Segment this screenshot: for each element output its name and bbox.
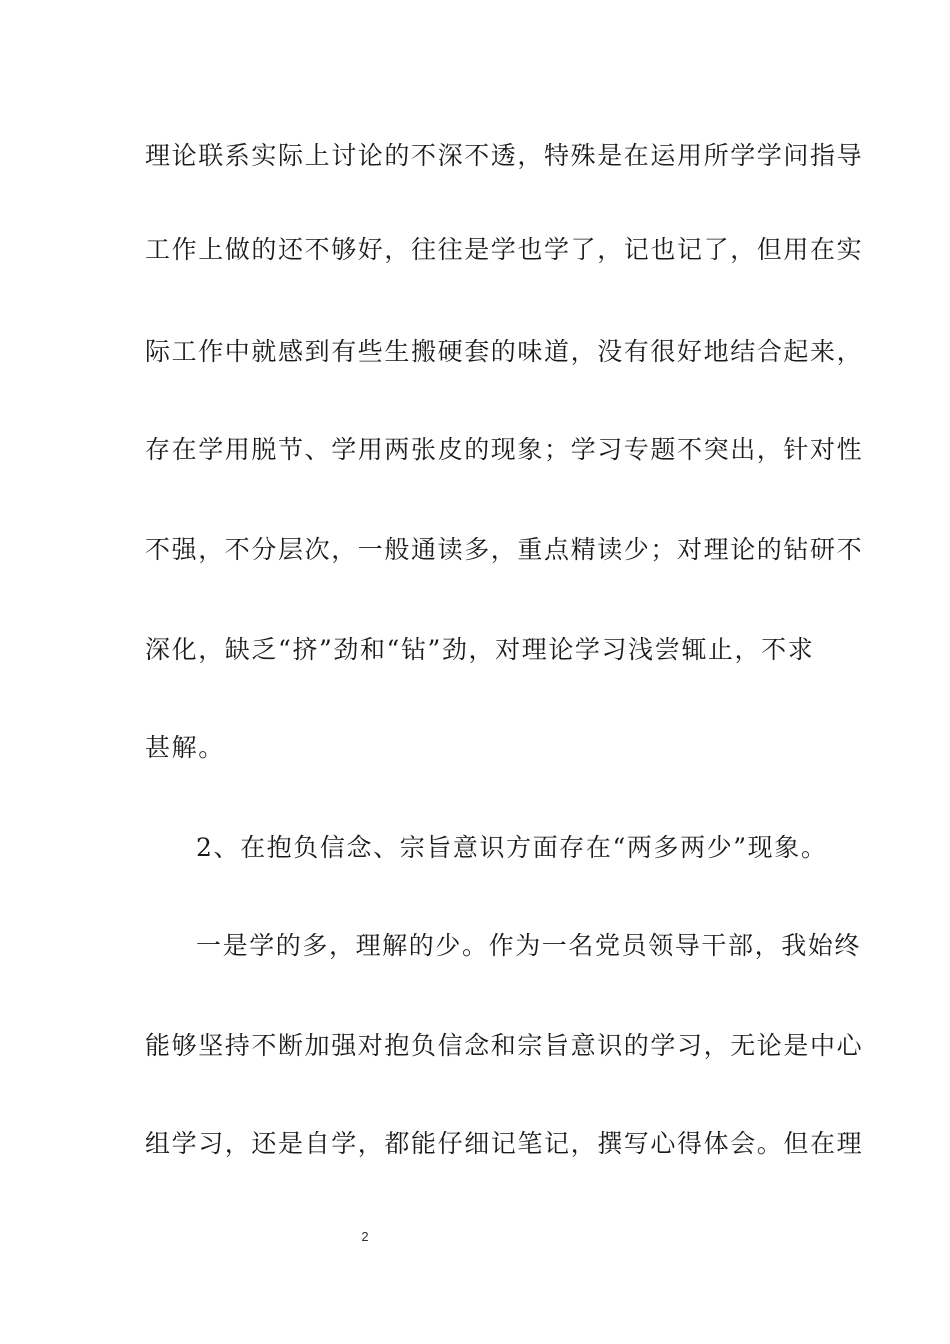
text-line: 能够坚持不断加强对抱负信念和宗旨意识的学习，无论是中心 [145, 1031, 864, 1060]
text-line: 存在学用脱节、学用两张皮的现象；学习专题不突出，针对性 [145, 435, 864, 464]
text-line: 不强，不分层次，一般通读多，重点精读少；对理论的钻研不 [145, 535, 864, 564]
text-line: 工作上做的还不够好，往往是学也学了，记也记了，但用在实 [145, 235, 864, 264]
text-line: 理论联系实际上讨论的不深不透，特殊是在运用所学学问指导 [145, 141, 864, 170]
text-line: 一是学的多，理解的少。作为一名党员领导干部，我始终 [196, 931, 862, 960]
text-line: 深化，缺乏“挤”劲和“钻”劲，对理论学习浅尝辄止，不求 [145, 635, 815, 664]
text-line: 组学习，还是自学，都能仔细记笔记，撰写心得体会。但在理 [145, 1129, 864, 1158]
text-line: 甚解。 [145, 733, 225, 762]
page-number: 2 [361, 1229, 369, 1244]
text-line: 际工作中就感到有些生搬硬套的味道，没有很好地结合起来， [145, 337, 864, 366]
section-heading: 2、在抱负信念、宗旨意识方面存在“两多两少”现象。 [196, 833, 828, 862]
